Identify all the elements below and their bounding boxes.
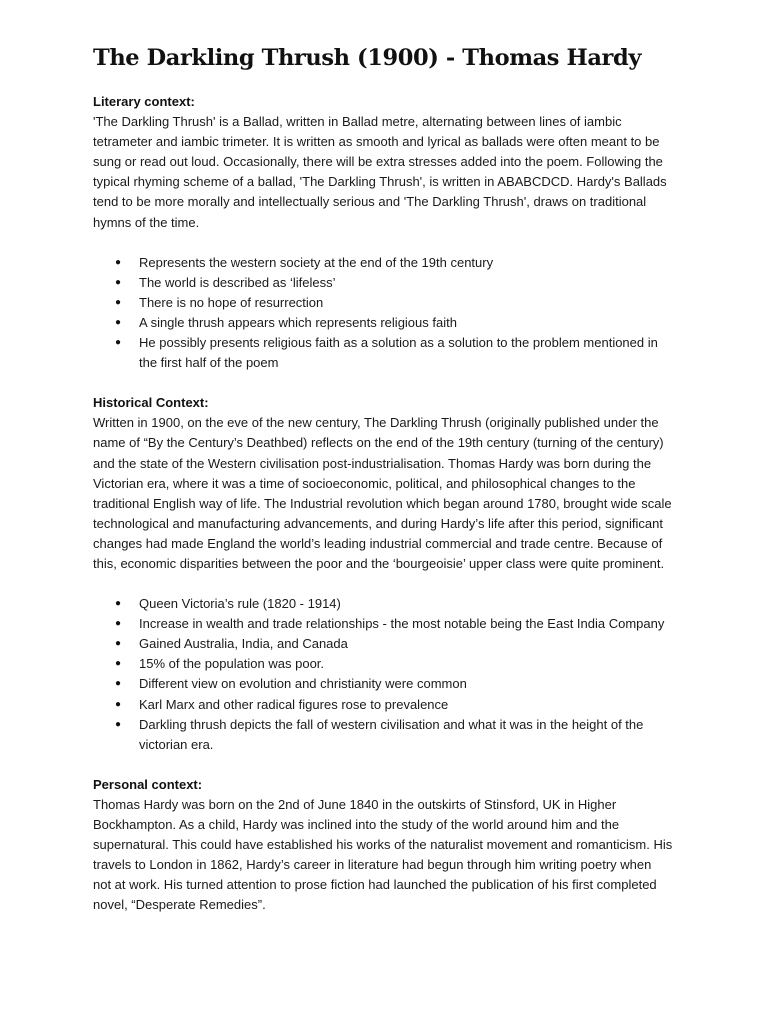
historical-context-heading: Historical Context:: [93, 395, 209, 411]
list-item: ● Karl Marx and other radical figures rose to prevalence: [139, 695, 673, 715]
list-item: ● 15% of the population was poor.: [139, 654, 673, 674]
document-page: [93, 44, 673, 915]
list-item: ● Represents the western society at the end of the 19th century: [139, 253, 673, 273]
literary-context-heading: Literary context:: [93, 94, 195, 109]
literary-context-body: 'The Darkling Thrush' is a Ballad, written in Ballad metre, alternating between lines of iambic tetrameter and iambic trimeter. It is written as smooth and lyrical as ballads were often meant to be sung or read out loud. Occasionally, there will be extra stresses added into the poem. Following the typical rhyming scheme of a ballad, 'The Darkling Thrush', is written in ABABCDCD. Hardy's Ballads tend to be more morally and intellectually serious and 'The Darkling Thrush', draws on traditional hymns of the time.: [93, 114, 667, 230]
list-item: ● He possibly presents religious faith as a solution as a solution to the problem mentioned in the first half of the poem: [139, 333, 673, 373]
historical-context-list: [93, 594, 673, 755]
page-title: The Darkling Thrush (1900) - Thomas Hardy: [93, 45, 641, 71]
list-item: ● Queen Victoria’s rule (1820 - 1914): [139, 594, 673, 614]
literary-context-list: [93, 253, 673, 374]
personal-context-body: Thomas Hardy was born on the 2nd of June 1840 in the outskirts of Stinsford, UK in Higher Bockhampton. As a child, Hardy was inclined into the study of the world around him and the supernatural. This could have established his works of the naturalist movement and romanticism. His travels to London in 1862, Hardy’s career in literature had begun through him writing poetry when not at work. His turned attention to prose fiction had launched the publication of his first completed novel, “Desperate Remedies”.: [93, 796, 673, 913]
list-item: ● Gained Australia, India, and Canada: [139, 634, 673, 654]
list-item: ● A single thrush appears which represents religious faith: [139, 313, 673, 333]
historical-context-body: Written in 1900, on the eve of the new century, The Darkling Thrush (originally published under the name of “By the Century’s Deathbed) reflects on the end of the 19th century (turning of the century) and the state of the Western civilisation post-industrialisation. Thomas Hardy was born during the Victorian era, where it was a time of socioeconomic, political, and philosophical changes to the traditional English way of life. The Industrial revolution which began around 1780, brought wide scale technological and manufacturing advancements, and during Hardy’s life after this period, significant changes had made England the world’s leading industrial commercial and trade centre. Because of this, economic disparities between the poor and the ‘bourgeoisie’ upper class were quite prominent.: [93, 415, 672, 571]
list-item: ● The world is described as ‘lifeless’: [139, 273, 673, 293]
list-item: ● Darkling thrush depicts the fall of western civilisation and what it was in the height of the victorian era.: [139, 715, 673, 755]
list-item: ● There is no hope of resurrection: [139, 293, 673, 313]
list-item: ● Increase in wealth and trade relationships - the most notable being the East India Company: [139, 614, 673, 634]
personal-context-heading: Personal context:: [93, 776, 203, 792]
list-item: ● Different view on evolution and christianity were common: [139, 674, 673, 694]
